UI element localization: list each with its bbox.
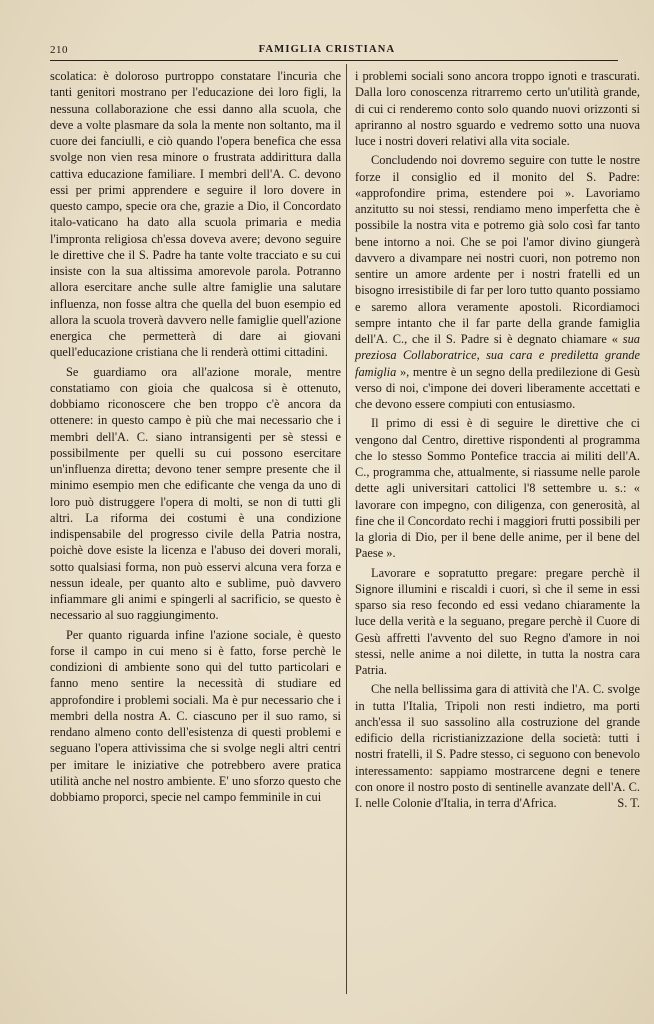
left-column: [50, 68, 341, 805]
paragraph: [355, 152, 640, 412]
italic-quote: sua preziosa Collaboratrice, sua cara e prediletta grande famiglia: [355, 332, 640, 379]
paragraph: Se guardiamo ora all'azione morale, mentre constatiamo con gioia che qualcosa si è ottenuto, dobbiamo riconoscere che ben troppo c'è ancora da ottenere: in questo campo è più che mai necessario che i membri dell'A. C. siano intransigenti per sè stessi e possibilmente per quelli su cui possono esercitare un'influenza diretta; devono tener sempre presente che il minimo esempio men che edificante che venga da uno di loro può distruggere l'opera di molti, se non di tutti gli altri. La riforma dei costumi è una condizione indispensabile del progresso civile della Patria nostra, poichè dove esiste la licenza e l'abuso dei doveri morali, sotto qualsiasi forma, non può esservi alcuna vera forza e nessun ideale, per quanto alto e sublime, può davvero infiammare gli animi e spingerli al sacrificio, se questo è necessario al suo raggiungimento.: [50, 364, 341, 623]
page-number: 210: [50, 44, 68, 56]
paragraph-text: Che nella bellissima gara di attività che l'A. C. svolge in tutta l'Italia, Tripoli non resti indietro, ma porti anch'essa il suo sassolino alla costruzione del grande edificio della ricristianizzazione della società: tutti i nostri fratelli, il S. Padre stesso, ci seguono con benevolo interessamento: sappiamo mostrarcene degni e tenere con onore il nostro posto di sentinelle avanzate dell'A. C. I. nelle Colonie d'Italia, in terra d'Africa.: [355, 682, 640, 810]
paragraph-text: », mentre è un segno della predilezione di Gesù verso di noi, c'impone dei doveri liberamente accettati e che devono essere compiuti con entusiasmo.: [355, 364, 640, 411]
paragraph: Lavorare e sopratutto pregare: pregare perchè il Signore illumini e riscaldi i cuori, sì che il seme in essi sparso sia reso fecondo ed essi vedano chiaramente la luce della verità e la seguano, pregare perchè il Cuore di Gesù affretti l'avvento del suo Regno d'amore in noi stessi, nelle anime a noi dilette, in tutta la nostra cara Patria.: [355, 565, 640, 677]
paragraph: Per quanto riguarda infine l'azione sociale, è questo forse il campo in cui meno si è fatto, forse perchè le condizioni di ambiente sono qui del tutto particolari e fanno meno sentire la necessità di studiare ed approfondire i problemi sociali. Ma è pur necessario che i membri della nostra A. C. ciascuno per il suo ramo, si rendano almeno conto dell'esistenza di questi problemi e seguano l'opera attivissima che si svolge negli altri centri per imitare le iniziative che potrebbero avere pratica utilità anche nel nostro ambiente. E' uno sforzo questo che dobbiamo proporci, specie nel campo femminile in cui: [50, 627, 341, 804]
author-signature: S. T.: [617, 796, 640, 810]
running-title: FAMIGLIA CRISTIANA: [258, 44, 396, 55]
paragraph: scolatica: è doloroso purtroppo constatare l'incuria che tanti genitori mostrano per l'educazione dei loro figli, la nessuna collaborazione che essi danno alla scuola, che deve a volte plasmare da sola la mente non soltanto, ma il cuore dei fanciulli, e ciò quando l'opera benefica che essa svolge non vien resa minore o frustrata addirittura dalla cattiva educazione familiare. I membri dell'A. C. devono essi per primi apprendere e seguire il loro dovere in questo campo, specie ora che, grazie a Dio, il Concordato italo-vaticano ha dato alla scuola primaria e media l'impronta religiosa ch'essa doveva avere; devono seguire le direttive che il S. Padre ha tante volte tracciato e su cui insiste con la sua altissima amorevole parola. Potranno allora esercitare anche sulle altre famiglie una salutare influenza, non fosse altra che quella del buon esempio ed allora la scuola troverà davvero nelle famiglie quell'azione energica che permetterà di dare ai giovani quell'educazione cristiana che li renderà ottimi cittadini.: [50, 69, 341, 360]
paragraph: [355, 681, 640, 811]
paragraph: Il primo di essi è di seguire le direttive che ci vengono dal Centro, direttive rispondenti al programma che lo stesso Sommo Pontefice traccia ai militi dell'A. C., programma che, attualmente, si riassume nelle parole dette agli universitari cattolici l'8 settembre u. s.: « lavorare con impegno, con diligenza, con generosità, al fine che il Concordato rechi i maggiori frutti possibili per la gloria di Dio, per il bene delle anime, per il bene del Paese ».: [355, 416, 640, 561]
right-column: [355, 68, 640, 811]
column-divider: [346, 64, 347, 994]
paragraph-text: Concludendo noi dovremo seguire con tutte le nostre forze il consiglio ed il monito del S. Padre: «approfondire prima, estendere poi ». Lavoriamo anzitutto su noi stessi, rendiamo meno imperfetta che è possibile la nostra vita e potremo già solo così far tanto bene intorno a noi. Che se poi l'amor divino giungerà davvero a divampare nei nostri cuori, non potremo non sentire un amore ardente per i nostri fratelli ed un bisogno irresistibile di far per loro tutto quanto possiamo e saremo allora veramente apostoli. Ricordiamoci sempre intanto che il far parte della grande famiglia dell'A. C., che il S. Padre si è degnato chiamare «: [355, 153, 640, 346]
paragraph: i problemi sociali sono ancora troppo ignoti e trascurati. Dalla loro conoscenza ritrarremo certo un'utilità grande, di cui ci renderemo conto solo quando nuovi orizzonti si apriranno al nostro sguardo e vedremo sotto una nuova luce i nostri doveri relativi alla vita sociale.: [355, 69, 640, 148]
header-rule: [50, 60, 618, 61]
page-header: [50, 44, 604, 58]
